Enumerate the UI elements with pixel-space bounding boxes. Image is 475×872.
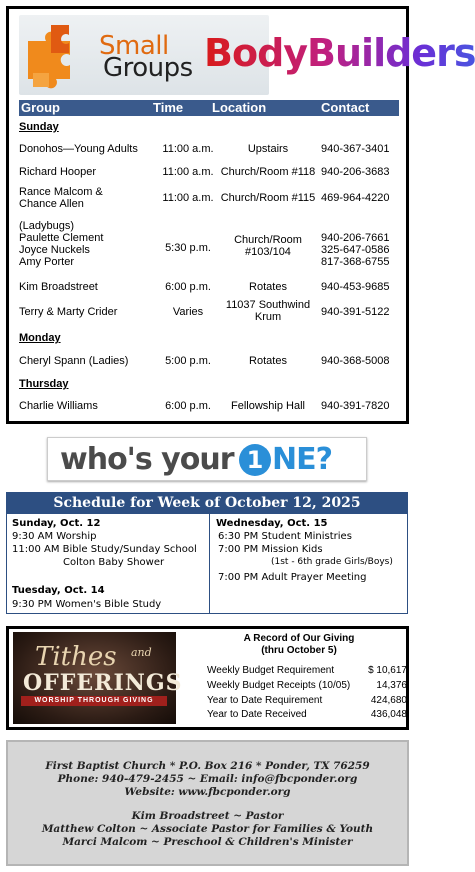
whos-your-text: who's your	[60, 442, 234, 477]
group-location: Rotates	[249, 355, 287, 367]
church-address: First Baptist Church * P.O. Box 216 * Ponder, TX 76259	[45, 760, 370, 772]
small-groups-panel	[6, 6, 475, 424]
childrens-minister-line: Marci Malcom ~ Preschool & Children's Minister	[62, 836, 353, 848]
baby-shower-item: Colton Baby Shower	[63, 557, 165, 568]
group-contact: 940-367-3401	[321, 143, 390, 155]
group-name: Cheryl Spann (Ladies)	[19, 355, 129, 367]
womens-study-item: 9:30 PM Women's Bible Study	[12, 599, 162, 610]
weekly-schedule	[6, 492, 408, 614]
group-contact: 940-453-9685	[321, 281, 390, 293]
group-contact: 940-391-5122	[321, 306, 390, 318]
group-time: Varies	[172, 306, 204, 318]
wednesday-heading: Wednesday, Oct. 15	[216, 518, 328, 529]
one-badge-icon: 1	[239, 444, 271, 476]
associate-pastor-line: Matthew Colton ~ Associate Pastor for Families & Youth	[41, 823, 374, 835]
group-location: #103/104	[245, 246, 291, 258]
giving-value: 14,376	[376, 680, 407, 691]
pastor-line: Kim Broadstreet ~ Pastor	[131, 810, 284, 822]
header-location: Location	[212, 100, 267, 115]
sunday-heading: Sunday, Oct. 12	[12, 518, 101, 529]
group-location: 11037 Southwind	[225, 299, 311, 311]
whos-your-one-banner	[47, 437, 367, 481]
tuesday-heading: Tuesday, Oct. 14	[12, 585, 105, 596]
day-thursday: Thursday	[19, 378, 69, 390]
group-name: Joyce Nuckels	[19, 244, 90, 256]
schedule-divider	[209, 514, 210, 614]
group-name: Amy Porter	[19, 256, 75, 268]
day-sunday: Sunday	[19, 121, 59, 133]
group-name: Rance Malcom &	[19, 186, 103, 198]
group-time: 5:30 p.m.	[165, 242, 211, 254]
mission-kids-item: 7:00 PM Mission Kids	[218, 544, 323, 555]
groups-word: Groups	[103, 53, 193, 83]
bodybuilders-title: BodyBuilders	[204, 31, 475, 75]
group-location: Church/Room #115	[220, 192, 316, 204]
group-time: 11:00 a.m.	[162, 143, 214, 155]
small-word: Small	[99, 31, 169, 61]
church-contact-footer	[6, 740, 409, 866]
group-name: Charlie Williams	[19, 400, 98, 412]
group-location: Rotates	[249, 281, 287, 293]
header-time: Time	[153, 100, 184, 115]
tithes-offerings-image	[13, 632, 183, 724]
tithes-word: Tithes	[35, 642, 117, 672]
schedule-title: Schedule for Week of October 12, 2025	[7, 493, 407, 514]
group-name: Kim Broadstreet	[19, 281, 98, 293]
bible-study-item: 11:00 AM Bible Study/Sunday School	[12, 544, 197, 555]
header-contact: Contact	[321, 100, 370, 115]
group-contact: 940-206-7661	[321, 232, 390, 244]
group-name: Chance Allen	[19, 198, 84, 210]
table-header	[19, 100, 399, 116]
group-name: (Ladybugs)	[19, 220, 75, 232]
giving-title-line1: A Record of Our Giving	[243, 633, 355, 644]
small-groups-title	[99, 31, 193, 83]
student-ministries-item: 6:30 PM Student Ministries	[218, 531, 352, 542]
ne-text: NE?	[272, 442, 333, 477]
giving-title-line2: (thru October 5)	[261, 645, 337, 656]
worship-through-giving: WORSHIP THROUGH GIVING	[21, 696, 167, 706]
giving-value: 424,680	[370, 695, 407, 706]
giving-label: Weekly Budget Requirement	[207, 665, 335, 676]
offerings-word: OFFERINGS	[23, 670, 183, 696]
giving-label: Weekly Budget Receipts (10/05)	[207, 680, 351, 691]
group-contact: 469-964-4220	[321, 192, 390, 204]
group-location: Krum	[254, 311, 282, 323]
group-time: 6:00 p.m.	[165, 281, 211, 293]
giving-label: Year to Date Requirement	[207, 695, 323, 706]
group-contact: 940-368-5008	[321, 355, 390, 367]
group-name: Richard Hooper	[19, 166, 97, 178]
group-time: 6:00 p.m.	[165, 400, 211, 412]
prayer-meeting-item: 7:00 PM Adult Prayer Meeting	[218, 572, 367, 583]
group-location: Church/Room	[234, 234, 302, 246]
and-word: and	[131, 646, 152, 659]
group-time: 11:00 a.m.	[162, 192, 214, 204]
giving-value: 436,048	[370, 709, 407, 720]
group-contact: 940-391-7820	[321, 400, 390, 412]
giving-title	[199, 633, 399, 657]
puzzle-pieces-icon	[23, 21, 93, 91]
group-name: Paulette Clement	[19, 232, 104, 244]
group-location: Upstairs	[247, 143, 289, 155]
giving-record-panel	[6, 626, 409, 730]
header-group: Group	[21, 100, 60, 115]
group-contact: 940-206-3683	[321, 166, 390, 178]
grades-note: (1st - 6th grade Girls/Boys)	[271, 557, 393, 567]
church-website: Website: www.fbcponder.org	[124, 786, 291, 798]
church-phone-email: Phone: 940-479-2455 ~ Email: info@fbcponder.org	[57, 773, 358, 785]
giving-label: Year to Date Received	[207, 709, 307, 720]
group-contact: 817-368-6755	[321, 256, 390, 268]
group-time: 5:00 p.m.	[165, 355, 211, 367]
group-name: Donohos—Young Adults	[19, 143, 138, 155]
group-time: 11:00 a.m.	[162, 166, 214, 178]
group-name: Terry & Marty Crider	[19, 306, 118, 318]
giving-value: $ 10,617	[368, 665, 407, 676]
group-location: Fellowship Hall	[231, 400, 305, 412]
worship-item: 9:30 AM Worship	[12, 531, 97, 542]
day-monday: Monday	[19, 332, 61, 344]
group-location: Church/Room #118	[220, 166, 316, 178]
group-contact: 325-647-0586	[321, 244, 390, 256]
